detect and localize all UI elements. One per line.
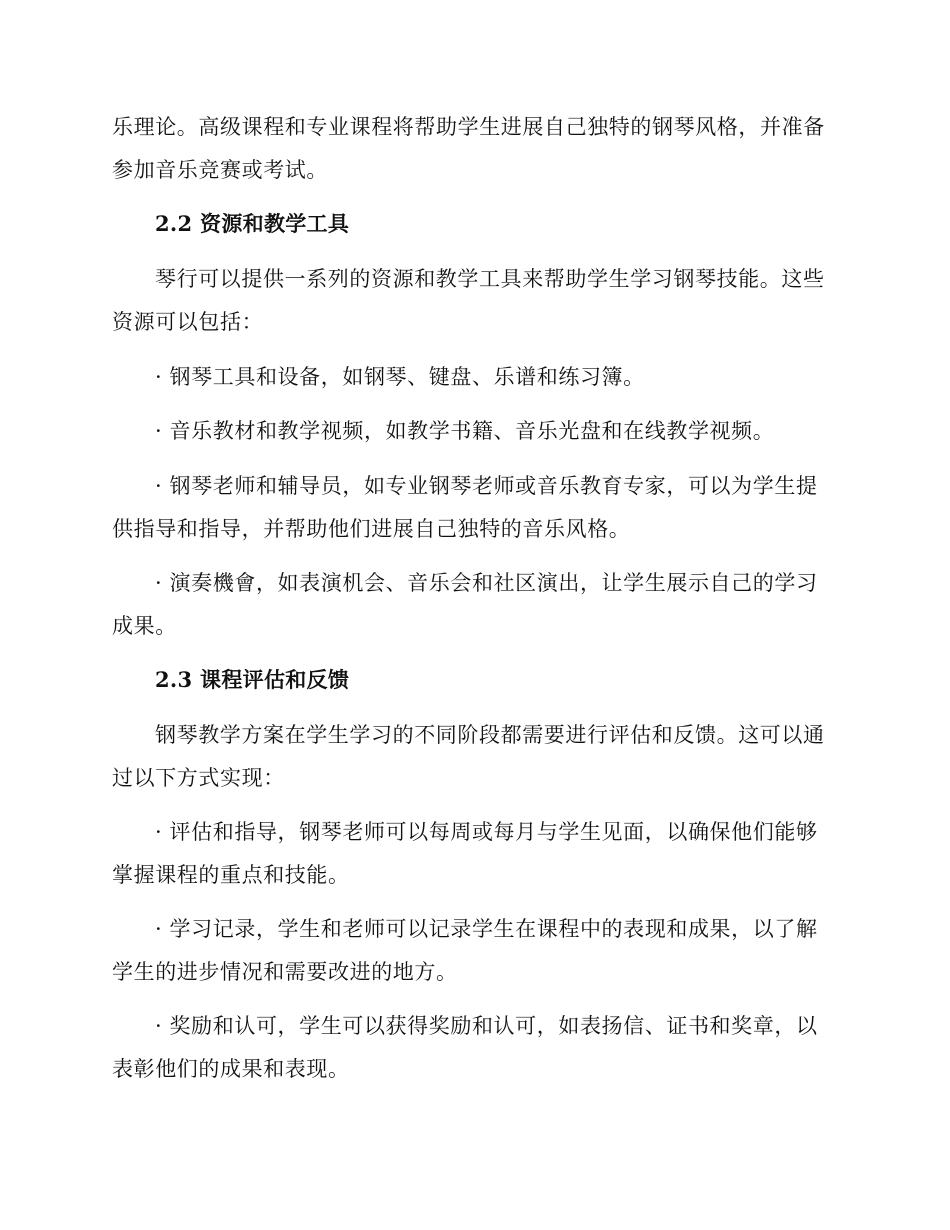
list-item: · 钢琴工具和设备，如钢琴、键盘、乐谱和练习簿。 <box>155 365 645 389</box>
list-item-continuation: 供指导和指导，并帮助他们进展自己独特的音乐风格。 <box>112 517 631 541</box>
list-item: · 评估和指导，钢琴老师可以每周或每月与学生见面，以确保他们能够 <box>155 820 818 844</box>
section-heading-2-3: 2.3 课程评估和反馈 <box>155 667 350 692</box>
paragraph-line: 乐理论。高级课程和专业课程将帮助学生进展自己独特的钢琴风格，并准备 <box>112 115 825 139</box>
list-item: · 演奏機會，如表演机会、音乐会和社区演出，让学生展示自己的学习 <box>155 571 818 595</box>
section-heading-2-2: 2.2 资源和教学工具 <box>155 211 350 236</box>
paragraph-line: 过以下方式实现： <box>112 766 285 790</box>
list-item-continuation: 学生的进步情况和需要改进的地方。 <box>112 960 458 984</box>
list-item-continuation: 表彰他们的成果和表现。 <box>112 1057 350 1081</box>
paragraph-line: 资源可以包括： <box>112 310 264 334</box>
paragraph-line: 琴行可以提供一系列的资源和教学工具来帮助学生学习钢琴技能。这些 <box>155 267 825 291</box>
paragraph-line: 参加音乐竞赛或考试。 <box>112 158 328 182</box>
paragraph-line: 钢琴教学方案在学生学习的不同阶段都需要进行评估和反馈。这可以通 <box>155 723 825 747</box>
list-item: · 钢琴老师和辅导员，如专业钢琴老师或音乐教育专家，可以为学生提 <box>155 474 818 498</box>
list-item: · 学习记录，学生和老师可以记录学生在课程中的表现和成果，以了解 <box>155 917 818 941</box>
list-item: · 奖励和认可，学生可以获得奖励和认可，如表扬信、证书和奖章，以 <box>155 1014 818 1038</box>
list-item-continuation: 掌握课程的重点和技能。 <box>112 863 350 887</box>
list-item-continuation: 成果。 <box>112 614 177 638</box>
list-item: · 音乐教材和教学视频，如教学书籍、音乐光盘和在线教学视频。 <box>155 419 775 443</box>
